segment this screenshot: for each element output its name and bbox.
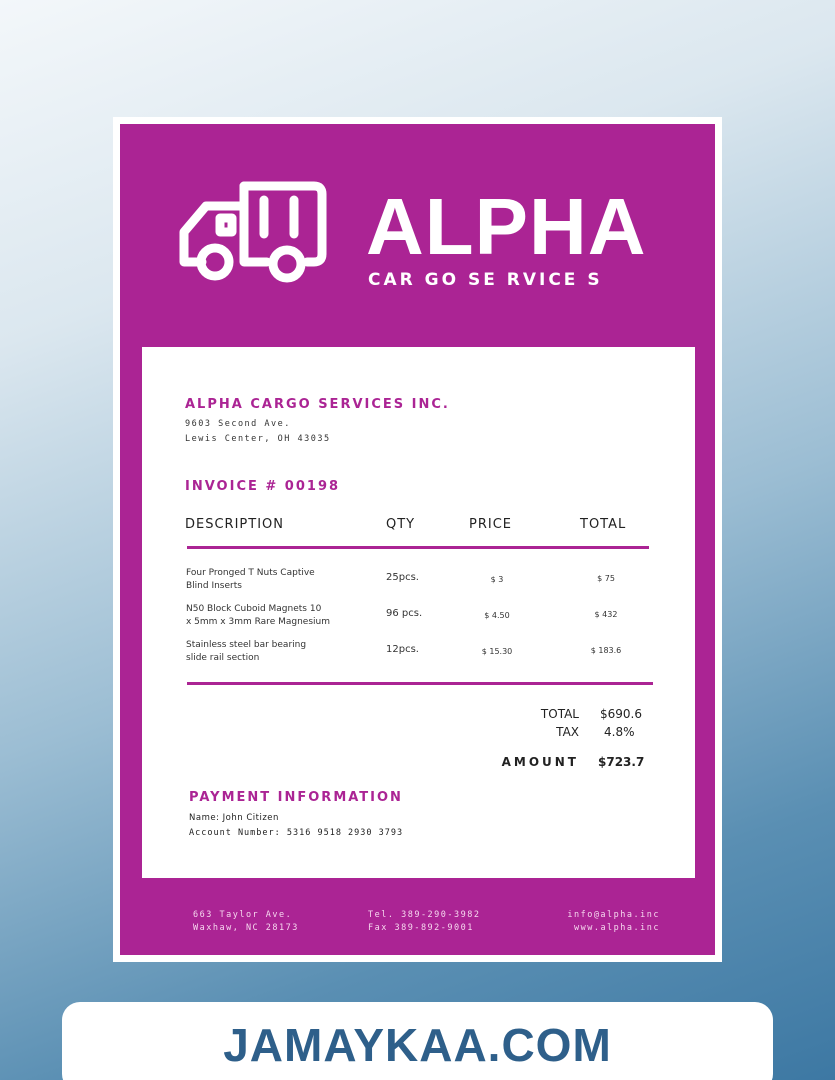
summary-amount-label: AMOUNT xyxy=(501,755,579,769)
item-price: $ 4.50 xyxy=(484,611,510,620)
item-description-line2: slide rail section xyxy=(186,653,260,663)
payment-name: Name: John Citizen xyxy=(189,813,279,823)
invoice-document xyxy=(113,117,722,962)
watermark-text: JAMAYKAA.COM xyxy=(223,1019,612,1071)
payment-title: PAYMENT INFORMATION xyxy=(189,790,403,805)
truck-icon xyxy=(172,172,330,290)
item-description xyxy=(186,603,356,629)
item-description-line2: Blind Inserts xyxy=(186,581,242,591)
item-total: $ 75 xyxy=(597,574,615,583)
footer-fax: Fax 389-892-9001 xyxy=(368,923,474,933)
table-row xyxy=(142,567,695,601)
footer-contact xyxy=(540,909,660,935)
item-qty: 12pcs. xyxy=(386,644,419,655)
invoice-content xyxy=(142,347,695,878)
table-header-divider xyxy=(187,546,649,549)
item-qty: 96 pcs. xyxy=(386,608,423,619)
company-address-line2: Lewis Center, OH 43035 xyxy=(185,434,331,444)
footer-address-line1: 663 Taylor Ave. xyxy=(193,910,293,920)
summary-total-value: $690.6 xyxy=(600,707,642,721)
summary-tax-value: 4.8% xyxy=(604,725,635,739)
table-footer-divider xyxy=(187,682,653,685)
company-name: ALPHA CARGO SERVICES INC. xyxy=(185,397,450,412)
item-description-line2: x 5mm x 3mm Rare Magnesium xyxy=(186,617,330,627)
company-address-line1: 9603 Second Ave. xyxy=(185,419,291,429)
footer-address xyxy=(193,909,299,935)
item-price: $ 15.30 xyxy=(481,647,513,656)
item-total: $ 432 xyxy=(594,610,618,619)
column-header-total: TOTAL xyxy=(580,517,627,532)
footer-email: info@alpha.inc xyxy=(567,910,660,920)
item-description xyxy=(186,639,356,665)
item-description-line1: Stainless steel bar bearing xyxy=(186,640,307,650)
item-description-line1: N50 Block Cuboid Magnets 10 xyxy=(186,604,322,614)
table-row xyxy=(142,639,695,673)
invoice-sheet xyxy=(120,124,715,955)
brand-title: ALPHA xyxy=(366,182,647,271)
item-qty: 25pcs. xyxy=(386,572,419,583)
summary-total-label: TOTAL xyxy=(540,707,579,721)
footer-tel: Tel. 389-290-3982 xyxy=(368,910,481,920)
footer-phone xyxy=(368,909,481,935)
item-description-line1: Four Pronged T Nuts Captive xyxy=(186,568,315,578)
column-header-price: PRICE xyxy=(469,517,512,532)
footer-web: www.alpha.inc xyxy=(573,923,660,933)
column-header-description: DESCRIPTION xyxy=(185,517,284,532)
payment-account-number: Account Number: 5316 9518 2930 3793 xyxy=(189,828,404,838)
item-description xyxy=(186,567,356,593)
invoice-number: INVOICE # 00198 xyxy=(185,479,341,494)
summary-tax-label: TAX xyxy=(556,725,579,739)
column-header-qty: QTY xyxy=(386,517,416,532)
brand-subtitle: CAR GO SE RVICE S xyxy=(368,270,603,290)
item-price: $ 3 xyxy=(490,575,504,584)
table-row xyxy=(142,603,695,637)
summary-amount-value: $723.7 xyxy=(598,755,645,769)
footer-address-line2: Waxhaw, NC 28173 xyxy=(193,923,299,933)
item-total: $ 183.6 xyxy=(590,646,622,655)
watermark-banner xyxy=(62,1002,773,1080)
